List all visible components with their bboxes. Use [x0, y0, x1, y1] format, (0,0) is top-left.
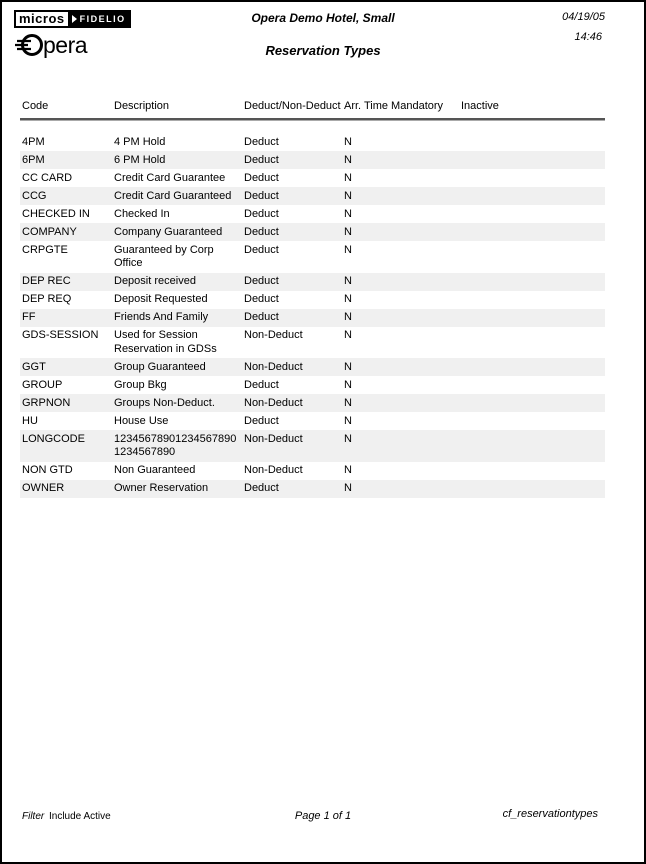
cell-code: CRPGTE: [22, 243, 68, 256]
cell-inactive: [459, 223, 605, 241]
cell-arr-time-mandatory: N: [344, 243, 352, 256]
cell-deduct: Deduct: [244, 293, 279, 305]
table-row: [20, 394, 605, 412]
table-row: [20, 187, 605, 205]
table-row: [20, 412, 605, 430]
cell-inactive: [459, 291, 605, 309]
cell-code: GROUP: [22, 378, 63, 391]
cell-arr-time-mandatory: N: [344, 225, 352, 238]
cell-inactive: [459, 394, 605, 412]
cell-description: Used for Session Reservation in GDSs: [114, 329, 217, 355]
cell-arr-time-mandatory: N: [344, 360, 352, 373]
footer-filter-label: Filter: [22, 811, 45, 822]
cell-inactive: [459, 133, 605, 151]
table-row: [20, 151, 605, 169]
table-row: [20, 291, 605, 309]
cell-code: NON GTD: [22, 464, 73, 476]
cell-deduct: Deduct: [244, 311, 279, 323]
cell-description: Groups Non-Deduct.: [114, 396, 215, 409]
column-header-inactive: Inactive: [461, 100, 499, 112]
cell-deduct: Non-Deduct: [244, 329, 303, 341]
cell-deduct: Deduct: [244, 225, 279, 238]
cell-arr-time-mandatory: N: [344, 414, 352, 427]
report-time: 14:46: [574, 31, 602, 43]
cell-inactive: [459, 462, 605, 480]
table-row: [20, 327, 605, 359]
cell-deduct: Non-Deduct: [244, 360, 303, 373]
cell-inactive: [459, 412, 605, 430]
cell-description: Guaranteed by Corp Office: [114, 243, 214, 269]
cell-code: OWNER: [22, 482, 65, 494]
opera-logo-text: pera: [43, 32, 88, 58]
table-row: [20, 273, 605, 291]
cell-code: DEP REQ: [22, 293, 72, 305]
cell-description: Credit Card Guarantee: [114, 171, 226, 184]
cell-inactive: [459, 187, 605, 205]
cell-description: 6 PM Hold: [114, 153, 166, 166]
cell-inactive: [459, 358, 605, 376]
cell-deduct: Deduct: [244, 482, 279, 494]
cell-inactive: [459, 205, 605, 223]
cell-description: House Use: [114, 414, 169, 427]
page-title: Reservation Types: [265, 43, 381, 58]
cell-description: Group Guaranteed: [114, 360, 206, 373]
cell-inactive: [459, 309, 605, 327]
table-column-headers: [20, 100, 605, 120]
cell-description: Non Guaranteed: [114, 464, 196, 476]
footer-report-id: cf_reservationtypes: [502, 808, 598, 820]
cell-deduct: Deduct: [244, 189, 279, 202]
table-row: [20, 241, 605, 273]
cell-arr-time-mandatory: N: [344, 135, 352, 148]
cell-arr-time-mandatory: N: [344, 396, 352, 409]
cell-code: GRPNON: [22, 396, 71, 409]
table-row: [20, 462, 605, 480]
report-date: 04/19/05: [562, 11, 605, 23]
table-row: [20, 309, 605, 327]
cell-description: Credit Card Guaranteed: [114, 189, 232, 202]
cell-code: FF: [22, 311, 36, 323]
footer-filter-value: Include Active: [49, 811, 111, 822]
cell-deduct: Deduct: [244, 153, 279, 166]
cell-arr-time-mandatory: N: [344, 189, 352, 202]
column-header-arr-time-mandatory: Arr. Time Mandatory: [344, 100, 444, 112]
cell-arr-time-mandatory: N: [344, 329, 352, 341]
micros-logo-text: micros: [14, 10, 70, 28]
cell-code: GDS-SESSION: [22, 329, 99, 341]
cell-inactive: [459, 376, 605, 394]
cell-inactive: [459, 169, 605, 187]
cell-arr-time-mandatory: N: [344, 153, 352, 166]
cell-code: LONGCODE: [22, 432, 85, 445]
cell-arr-time-mandatory: N: [344, 311, 352, 323]
cell-code: DEP REC: [22, 275, 71, 287]
column-header-description: Description: [114, 100, 170, 112]
cell-code: CC CARD: [22, 171, 73, 184]
cell-description: Friends And Family: [114, 311, 209, 323]
cell-inactive: [459, 480, 605, 498]
cell-inactive: [459, 151, 605, 169]
cell-deduct: Non-Deduct: [244, 396, 303, 409]
cell-arr-time-mandatory: N: [344, 378, 352, 391]
table-body: [20, 133, 605, 498]
fidelio-logo-text: FIDELIO: [79, 14, 126, 24]
cell-deduct: Non-Deduct: [244, 432, 303, 445]
cell-inactive: [459, 430, 605, 462]
cell-arr-time-mandatory: N: [344, 171, 352, 184]
cell-arr-time-mandatory: N: [344, 275, 352, 287]
reservation-types-table: [20, 133, 605, 498]
cell-description: Owner Reservation: [114, 482, 209, 494]
cell-deduct: Deduct: [244, 135, 279, 148]
cell-deduct: Deduct: [244, 243, 279, 256]
cell-deduct: Deduct: [244, 207, 279, 220]
cell-inactive: [459, 273, 605, 291]
cell-description: Checked In: [114, 207, 170, 220]
cell-code: 4PM: [22, 135, 45, 148]
table-row: [20, 133, 605, 151]
table-row: [20, 169, 605, 187]
table-row: [20, 430, 605, 462]
column-header-code: Code: [22, 100, 49, 112]
cell-deduct: Deduct: [244, 275, 279, 287]
cell-description: Deposit Requested: [114, 293, 208, 305]
cell-description: Company Guaranteed: [114, 225, 223, 238]
cell-description: 123456789012345678901234567890: [114, 432, 237, 458]
cell-inactive: [459, 327, 605, 359]
cell-description: 4 PM Hold: [114, 135, 166, 148]
cell-deduct: Non-Deduct: [244, 464, 303, 476]
hotel-name: Opera Demo Hotel, Small: [251, 11, 395, 25]
cell-code: HU: [22, 414, 38, 427]
table-row: [20, 480, 605, 498]
table-row: [20, 376, 605, 394]
footer-page-info: Page 1 of 1: [294, 810, 352, 822]
cell-code: CCG: [22, 189, 47, 202]
cell-arr-time-mandatory: N: [344, 432, 352, 445]
cell-description: Group Bkg: [114, 378, 167, 391]
cell-code: GGT: [22, 360, 46, 373]
cell-deduct: Deduct: [244, 378, 279, 391]
column-header-deduct: Deduct/Non-Deduct: [244, 100, 341, 112]
cell-arr-time-mandatory: N: [344, 293, 352, 305]
cell-deduct: Deduct: [244, 414, 279, 427]
cell-arr-time-mandatory: N: [344, 464, 352, 476]
cell-arr-time-mandatory: N: [344, 482, 352, 494]
table-row: [20, 205, 605, 223]
cell-arr-time-mandatory: N: [344, 207, 352, 220]
cell-inactive: [459, 241, 605, 273]
cell-code: CHECKED IN: [22, 207, 90, 220]
cell-code: 6PM: [22, 153, 45, 166]
table-row: [20, 223, 605, 241]
cell-deduct: Deduct: [244, 171, 279, 184]
table-row: [20, 358, 605, 376]
cell-description: Deposit received: [114, 275, 196, 287]
cell-code: COMPANY: [22, 225, 77, 238]
